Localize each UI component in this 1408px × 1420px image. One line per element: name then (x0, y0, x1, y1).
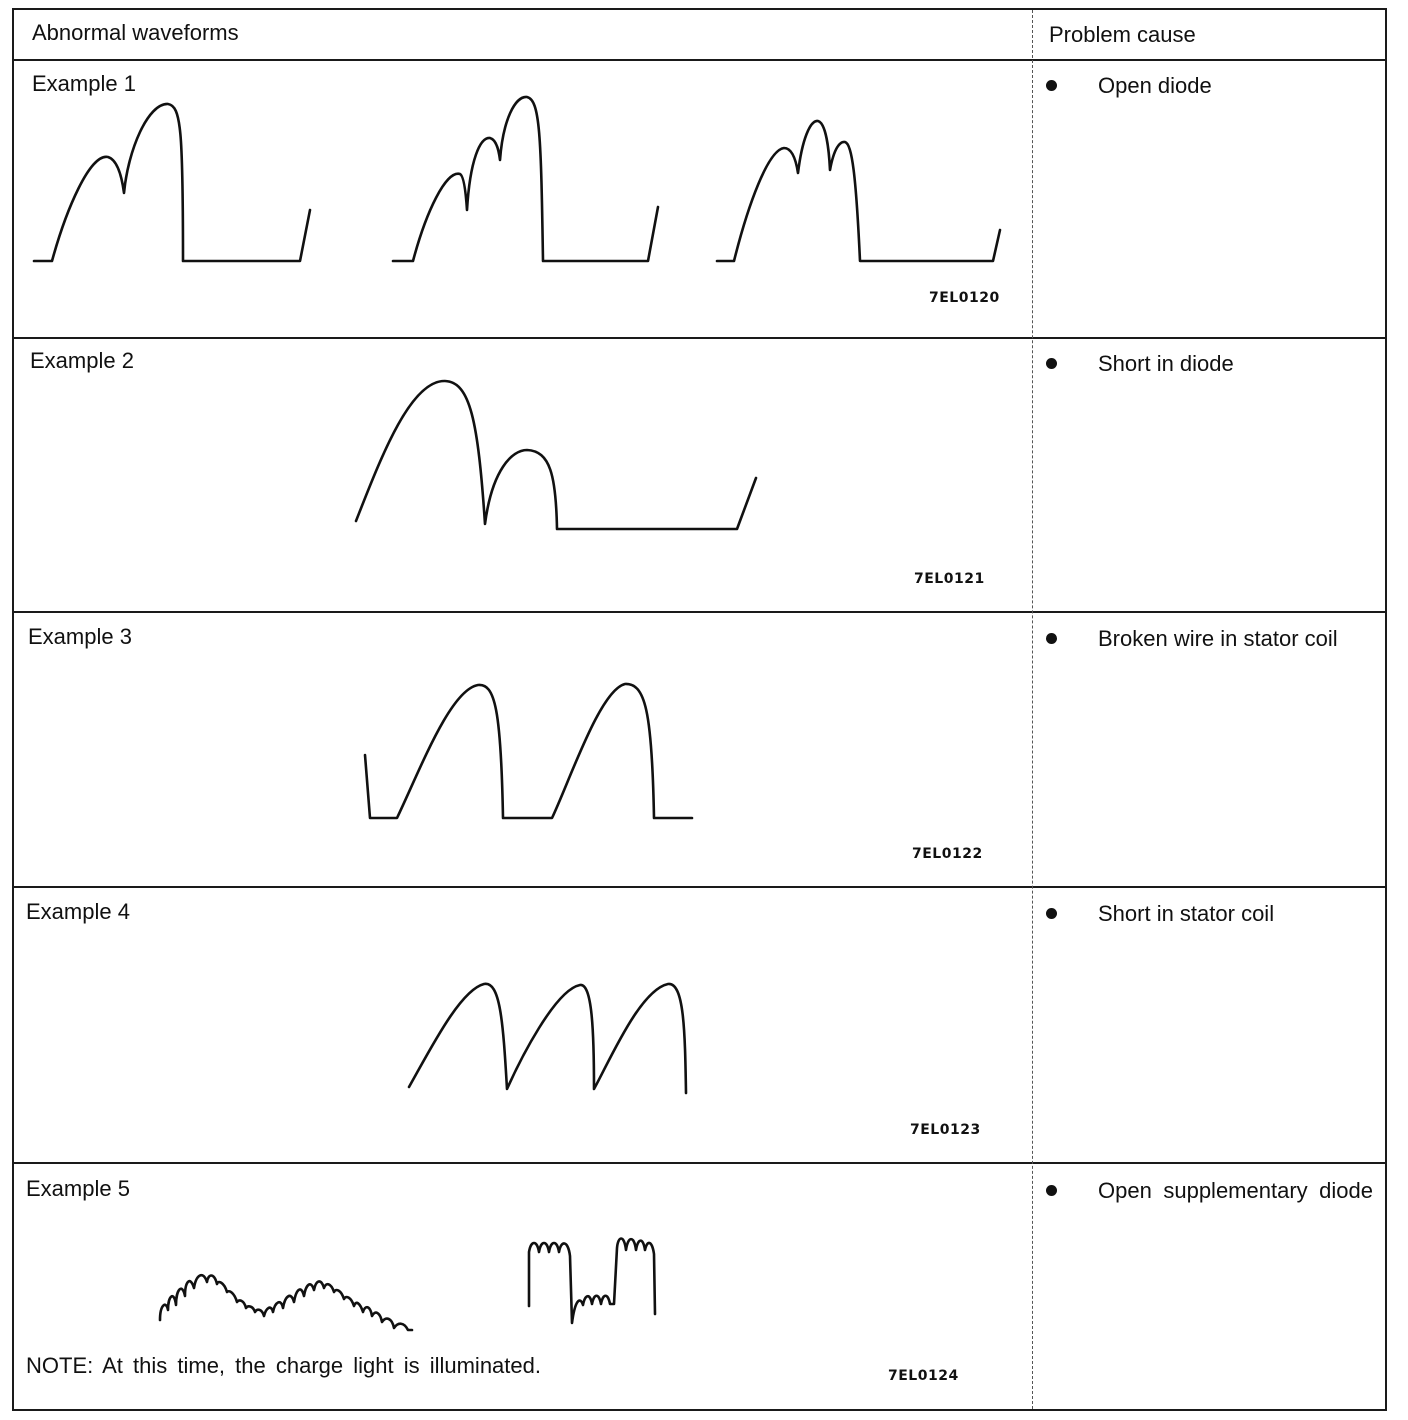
example-2-cause-text: Short in diode (1098, 351, 1234, 376)
example-2-waveform (356, 381, 756, 529)
example-5-waveform-b (529, 1239, 655, 1324)
example-1-figure-code: 7EL0120 (929, 290, 1000, 306)
example-5-label: Example 5 (26, 1176, 130, 1201)
example-4-cause-text: Short in stator coil (1098, 901, 1275, 926)
example-1-cause-text: Open diode (1098, 73, 1212, 98)
example-3-waveform (365, 684, 692, 818)
example-4-label: Example 4 (26, 899, 130, 924)
example-1-waveform-c (717, 121, 1000, 261)
example-5-waveform-a (160, 1275, 412, 1330)
example-2-figure-code: 7EL0121 (914, 571, 985, 587)
example-1-label: Example 1 (32, 71, 136, 96)
example-3-cause-text: Broken wire in stator coil (1098, 626, 1338, 651)
example-5-cause-text: Open supplementary diode (1098, 1178, 1373, 1203)
example-4-figure-code: 7EL0123 (910, 1122, 981, 1138)
example-3-label: Example 3 (28, 624, 132, 649)
example-2-label: Example 2 (30, 348, 134, 373)
example-5-figure-code: 7EL0124 (888, 1368, 959, 1384)
example-5-note: NOTE: At this time, the charge light is illuminated. (26, 1353, 541, 1378)
example-4-waveform (409, 984, 686, 1093)
example-3-figure-code: 7EL0122 (912, 846, 983, 862)
example-1-waveform-a (34, 104, 310, 261)
header-abnormal-waveforms: Abnormal waveforms (32, 20, 239, 45)
header-problem-cause: Problem cause (1049, 22, 1196, 47)
example-1-waveform-b (393, 97, 658, 261)
